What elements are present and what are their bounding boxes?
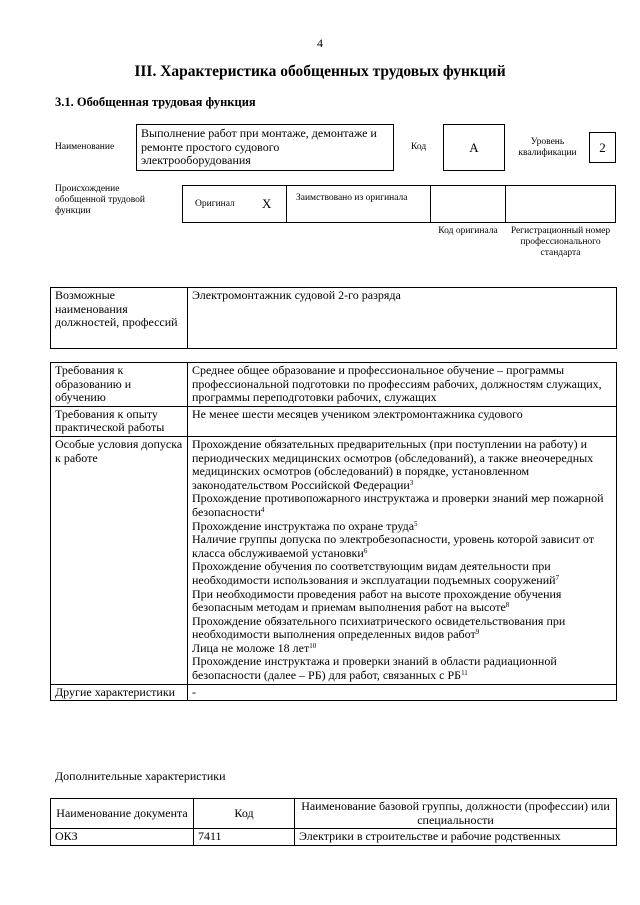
- education-label: Требования к образованию и обучению: [51, 363, 188, 407]
- condition-text: Прохождение обязательного психиатрического освидетельствования при необходимости выполнения определенных видов работ: [192, 613, 566, 642]
- condition-text: Прохождение обязательных предварительных (при поступлении на работу) и периодических медицинских осмотров (обследований), а также внеочередных медицинских осмотров (обследований) в порядке, установленном законодательством Российской Федерации: [192, 436, 594, 492]
- additional-header-row: [51, 799, 617, 829]
- positions-value: Электромонтажник судовой 2-го разряда: [188, 288, 617, 349]
- condition-text: Прохождение противопожарного инструктажа и проверки знаний мер пожарной безопасности: [192, 491, 604, 519]
- condition-text: Прохождение обучения по соответствующим видам деятельности при необходимости использования и эксплуатации подъемных сооружений: [192, 559, 556, 587]
- footnote-mark: 4: [260, 505, 265, 514]
- name-value: Выполнение работ при монтаже, демонтаже и ремонте простого судового электрооборудования: [141, 126, 377, 168]
- condition-item: [192, 655, 612, 682]
- name-label: Наименование: [55, 142, 115, 152]
- positions-table: [50, 287, 617, 349]
- education-value: Среднее общее образование и профессиональное обучение – программы профессиональной подготовки по профессиям рабочих, должностям служащих, программы переподготовки рабочих, служащих: [188, 363, 617, 407]
- page-number: 4: [317, 36, 323, 50]
- conditions-label: Особые условия допуска к работе: [51, 436, 188, 684]
- col-code-header: Код: [194, 799, 295, 829]
- condition-text: Наличие группы допуска по электробезопасности, уровень которой зависит от класса обслуживаемой установки: [192, 532, 595, 560]
- origin-label: Происхождение обобщенной трудовой функции: [55, 184, 145, 216]
- condition-text: Прохождение инструктажа и проверки знаний в области радиационной безопасности (далее – РБ) для работ, связанных с РБ: [192, 654, 557, 683]
- additional-title: Дополнительные характеристики: [55, 769, 226, 783]
- experience-label: Требования к опыту практической работы: [51, 406, 188, 436]
- other-label: Другие характеристики: [51, 684, 188, 701]
- level-label: Уровень квалификации: [518, 137, 577, 158]
- additional-table: [50, 798, 617, 846]
- cell-doc: ОКЗ: [51, 829, 194, 846]
- condition-item: [192, 520, 612, 534]
- footnote-mark: 6: [363, 546, 368, 555]
- borrowed-label: Заимствовано из оригинала: [296, 193, 408, 203]
- condition-item: [192, 492, 612, 519]
- subsection-title: 3.1. Обобщенная трудовая функция: [55, 95, 256, 109]
- code-original-label: Код оригинала: [438, 226, 498, 236]
- condition-item: [192, 438, 612, 492]
- original-label: Оригинал: [195, 199, 235, 209]
- footnote-mark: 3: [409, 478, 414, 487]
- condition-item: [192, 642, 612, 656]
- footnote-mark: 7: [555, 573, 560, 582]
- other-value: -: [188, 684, 617, 701]
- footnote-mark: 11: [461, 669, 468, 678]
- footnote-mark: 10: [309, 641, 317, 650]
- level-value: 2: [599, 139, 606, 155]
- code-value-box: [443, 124, 505, 171]
- experience-value: Не менее шести месяцев учеником электромонтажника судового: [188, 406, 617, 436]
- footnote-mark: 9: [475, 628, 480, 637]
- cell-code: 7411: [194, 829, 295, 846]
- requirements-table: [50, 362, 617, 701]
- condition-item: [192, 560, 612, 587]
- original-cell: [182, 185, 287, 223]
- section-title: III. Характеристика обобщенных трудовых функций: [134, 63, 506, 80]
- original-mark: X: [262, 196, 272, 211]
- code-original-cell: [430, 185, 506, 223]
- condition-text: Прохождение инструктажа по охране труда: [192, 518, 415, 533]
- code-label: Код: [411, 142, 427, 152]
- col-name-header: Наименование базовой группы, должности (профессии) или специальности: [295, 799, 617, 829]
- footnote-mark: 5: [414, 519, 418, 528]
- footnote-mark: 8: [505, 601, 510, 610]
- cell-name: Электрики в строительстве и рабочие родственных: [295, 829, 617, 846]
- positions-row: [51, 288, 617, 349]
- condition-item: [192, 588, 612, 615]
- condition-text: При необходимости проведения работ на высоте прохождение обучения безопасным методам и приемам выполнения работ на высоте: [192, 586, 562, 615]
- table-row: [51, 829, 617, 846]
- condition-item: [192, 615, 612, 642]
- code-value: А: [469, 139, 479, 155]
- experience-row: [51, 406, 617, 436]
- condition-item: [192, 533, 612, 560]
- other-row: [51, 684, 617, 701]
- positions-label: Возможные наименования должностей, профессий: [51, 288, 188, 349]
- education-row: [51, 363, 617, 407]
- reg-number-label: Регистрационный номер профессионального стандарта: [510, 226, 611, 258]
- name-value-box: [136, 124, 394, 171]
- condition-text: Лица не моложе 18 лет: [192, 640, 310, 655]
- col-doc-header: Наименование документа: [51, 799, 194, 829]
- reg-number-cell: [505, 185, 616, 223]
- borrowed-cell: [286, 185, 431, 223]
- conditions-list: [188, 436, 617, 684]
- conditions-row: [51, 436, 617, 684]
- level-value-box: [589, 132, 616, 163]
